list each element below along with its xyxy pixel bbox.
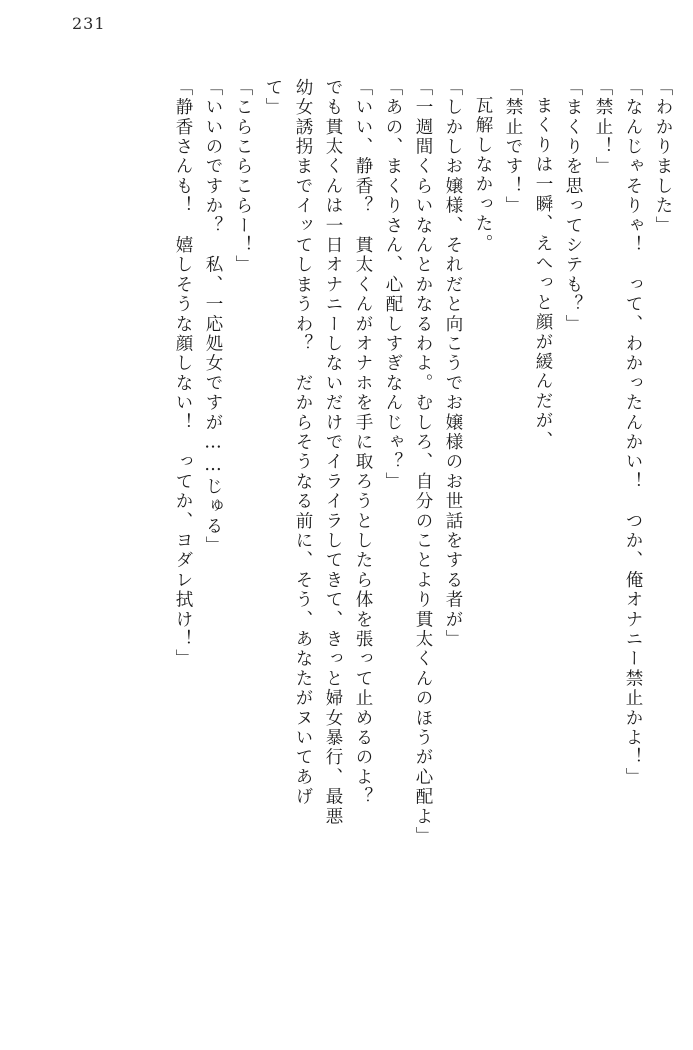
text-line: 「いいのですか？ 私、一応処女ですが……じゅる」 bbox=[203, 78, 223, 556]
text-line: 「いい、静香？ 貫太くんがオナホを手に取ろうとしたら体を張って止めるのよ？ bbox=[353, 78, 373, 807]
text-line: 「一週間くらいなんとかなるわよ。むしろ、自分のことより貫太くんのほうが心配よ」 bbox=[413, 78, 433, 847]
text-line: 「わかりました」 bbox=[653, 78, 673, 236]
text-line: 「まくりを思ってシテも？」 bbox=[563, 78, 583, 335]
text-line: 瓦解しなかった。 bbox=[473, 96, 493, 254]
text-line: でも貫太くんは一日オナニーしないだけでイライラしてきて、きっと婦女暴行、最悪 bbox=[323, 78, 343, 827]
text-line: 「こらこらこらー！」 bbox=[233, 78, 253, 275]
text-line: 「禁止！」 bbox=[593, 78, 613, 177]
text-line: 幼女誘拐までイッてしまうわ？ だからそうなる前に、そう、あなたがヌいてあげ bbox=[293, 78, 313, 807]
text-line: 「なんじゃそりゃ！ って、わかったんかい！ つか、俺オナニー禁止かよ！」 bbox=[623, 78, 643, 788]
text-line: 「しかしお嬢様、それだと向こうでお嬢様のお世話をする者が」 bbox=[443, 78, 463, 650]
text-line: 「あの、まくりさん、心配しすぎなんじゃ？」 bbox=[383, 78, 403, 492]
text-line: 「静香さんも！ 嬉しそうな顔しない！ ってか、ヨダレ拭け！」 bbox=[173, 78, 193, 669]
page-number: 231 bbox=[72, 14, 106, 33]
text-line: て」 bbox=[263, 78, 283, 118]
text-line: 「禁止です！」 bbox=[503, 78, 523, 216]
text-line: まくりは一瞬、えへっと顔が緩んだが、 bbox=[533, 96, 553, 451]
vertical-text-body bbox=[28, 78, 671, 1014]
